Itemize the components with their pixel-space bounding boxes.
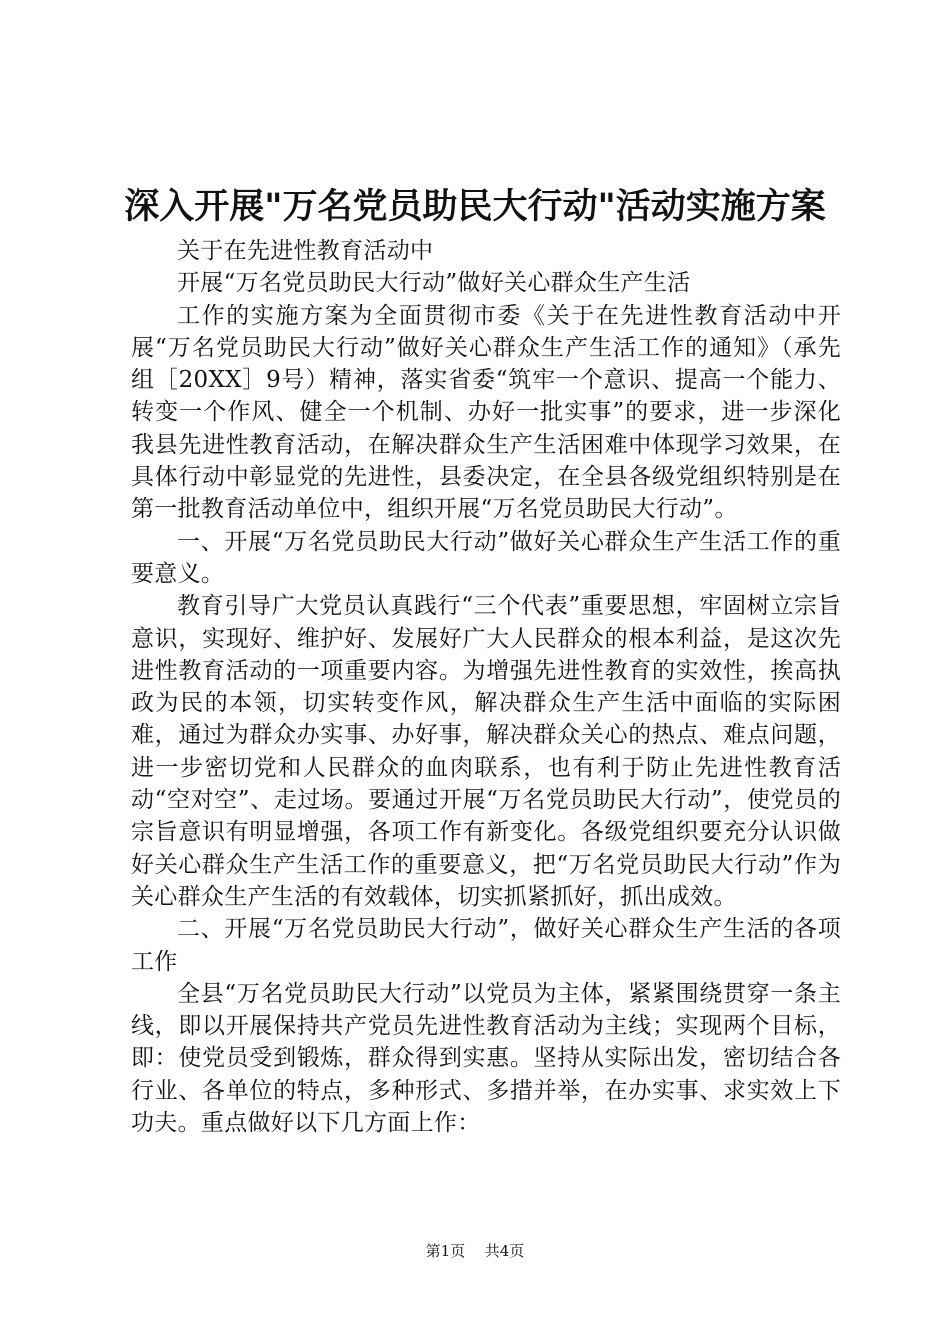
section-heading-1: 一、开展“万名党员助民大行动”做好关心群众生产生活工作的重要意义。 — [131, 528, 841, 587]
paragraph-section-1: 教育引导广大党员认真践行“三个代表”重要思想，牢固树立宗旨意识，实现好、维护好、发展好广大人民群众的根本利益，是这次先进性教育活动的一项重要内容。为增强先进性教育的实效性，挨高执政为民的本领，切实转变作风，解决群众生产生活中面临的实际困难，通过为群众办实事、办好事，解决群众关心的热点、难点问题，进一步密切党和人民群众的血肉联系，也有利于防止先进性教育活动“空对空”、走过场。要通过开展“万名党员助民大行动”，使党员的宗旨意识有明显增强，各项工作有新变化。各级党组织要充分认识做好关心群众生产生活工作的重要意义，把“万名党员助民大行动”作为关心群众生产生活的有效载体，切实抓紧抓好，抓出成效。 — [131, 593, 841, 910]
page-footer — [0, 1240, 950, 1262]
document-title: 深入开展"万名党员助民大行动"活动实施方案 — [124, 187, 826, 227]
paragraph-heading-line-1: 关于在先进性教育活动中 — [177, 238, 434, 264]
paragraph-section-2: 全县“万名党员助民大行动”以党员为主体，紧紧围绕贯穿一条主线，即以开展保持共产党员先进性教育活动为主线；实现两个目标，即：使党员受到锻炼，群众得到实惠。坚持从实际出发，密切结合各行业、各单位的特点，多种形式、多措并举，在办实事、求实效上下功夫。重点做好以下几方面上作： — [131, 980, 841, 1137]
paragraph-intro: 工作的实施方案为全面贯彻市委《关于在先进性教育活动中开展“万名党员助民大行动”做好关心群众生产生活工作的通知》（承先组［20XX］9号）精神，落实省委“筑牢一个意识、提高一个能力、转变一个作风、健全一个机制、办好一批实事”的要求，进一步深化我县先进性教育活动，在解决群众生产生活困难中体现学习效果，在具体行动中彰显党的先进性，县委决定，在全县各级党组织特别是在第一批教育活动单位中，组织开展“万名党员助民大行动”。 — [131, 302, 841, 523]
paragraph-heading-line-2: 开展“万名党员助民大行动”做好关心群众生产生活 — [177, 270, 691, 297]
page-total: 共4页 — [484, 1242, 525, 1260]
section-heading-2: 二、开展“万名党员助民大行动”，做好关心群众生产生活的各项工作 — [131, 916, 841, 975]
page-number: 第1页 — [425, 1242, 466, 1260]
document-body — [131, 235, 841, 1139]
